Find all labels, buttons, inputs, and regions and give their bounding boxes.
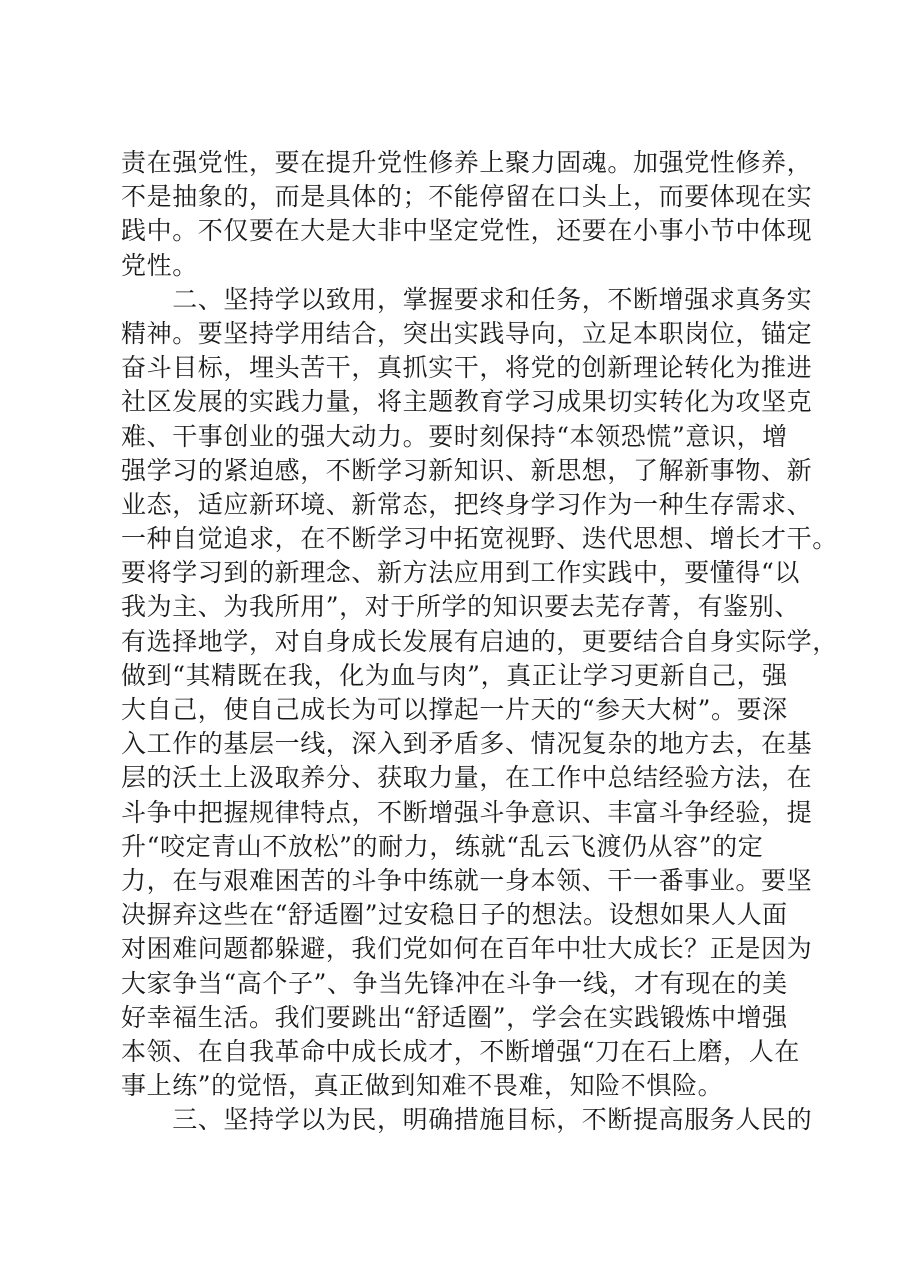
body-text bbox=[121, 146, 838, 1137]
text-line: 责在强党性，要在提升党性修养上聚力固魂。加强党性修养， bbox=[121, 148, 813, 177]
text-line: 做到“其精既在我，化为血与肉”，真正让学习更新自己，强 bbox=[121, 660, 788, 690]
text-line: 事上练”的觉悟，真正做到知难不畏难，知险不惧险。 bbox=[121, 1071, 724, 1101]
text-line: 党性。 bbox=[121, 250, 198, 280]
text-line: 有选择地学，对自身成长发展有启迪的，更要结合自身实际学， bbox=[121, 626, 838, 656]
text-line: 入工作的基层一线，深入到矛盾多、情况复杂的地方去，在基 bbox=[121, 729, 813, 759]
text-line: 社区发展的实践力量，将主题教育学习成果切实转化为攻坚克 bbox=[121, 387, 813, 417]
text-line: 践中。不仅要在大是大非中坚定党性，还要在小事小节中体现 bbox=[121, 216, 813, 246]
text-line: 一种自觉追求，在不断学习中拓宽视野、迭代思想、增长才干。 bbox=[121, 524, 838, 554]
text-line: 强学习的紧迫感，不断学习新知识、新思想，了解新事物、新 bbox=[121, 455, 813, 485]
text-line: 本领、在自我革命中成长成才，不断增强“刀在石上磨，人在 bbox=[121, 1036, 800, 1066]
text-line: 不是抽象的，而是具体的；不能停留在口头上，而要体现在实 bbox=[121, 182, 813, 212]
text-line: 精神。要坚持学用结合，突出实践导向，立足本职岗位，锚定 bbox=[121, 318, 813, 348]
text-line: 大自己，使自己成长为可以撑起一片天的“参天大树”。要深 bbox=[121, 695, 788, 724]
text-line: 好幸福生活。我们要跳出“舒适圈”，学会在实践锻炼中增强 bbox=[121, 1002, 788, 1032]
text-line: 难、干事创业的强大动力。要时刻保持“本领恐慌”意识，增 bbox=[121, 421, 788, 451]
text-line: 对困难问题都躲避，我们党如何在百年中壮大成长？正是因为 bbox=[121, 934, 813, 964]
text-line: 大家争当“高个子”、争当先锋冲在斗争一线，才有现在的美 bbox=[121, 968, 788, 998]
text-line: 斗争中把握规律特点，不断增强斗争意识、丰富斗争经验，提 bbox=[121, 797, 813, 827]
text-line: 层的沃土上汲取养分、获取力量，在工作中总结经验方法，在 bbox=[121, 763, 813, 793]
text-line: 力，在与艰难困苦的斗争中练就一身本领、干一番事业。要坚 bbox=[121, 865, 813, 895]
text-line: 要将学习到的新理念、新方法应用到工作实践中，要懂得“以 bbox=[121, 558, 800, 588]
text-line: 决摒弃这些在“舒适圈”过安稳日子的想法。设想如果人人面 bbox=[121, 900, 788, 930]
text-line: 升“咬定青山不放松”的耐力，练就“乱云飞渡仍从容”的定 bbox=[121, 831, 764, 861]
text-line: 业态，适应新环境、新常态，把终身学习作为一种生存需求、 bbox=[121, 489, 813, 519]
section-heading-line: 二、坚持学以致用，掌握要求和任务，不断增强求真务实 bbox=[121, 284, 813, 314]
section-heading-line: 三、坚持学以为民，明确措施目标，不断提高服务人民的 bbox=[121, 1105, 813, 1135]
text-line: 奋斗目标，埋头苦干，真抓实干，将党的创新理论转化为推进 bbox=[121, 353, 813, 383]
text-line: 我为主、为我所用”，对于所学的知识要去芜存菁，有鉴别、 bbox=[121, 592, 800, 622]
